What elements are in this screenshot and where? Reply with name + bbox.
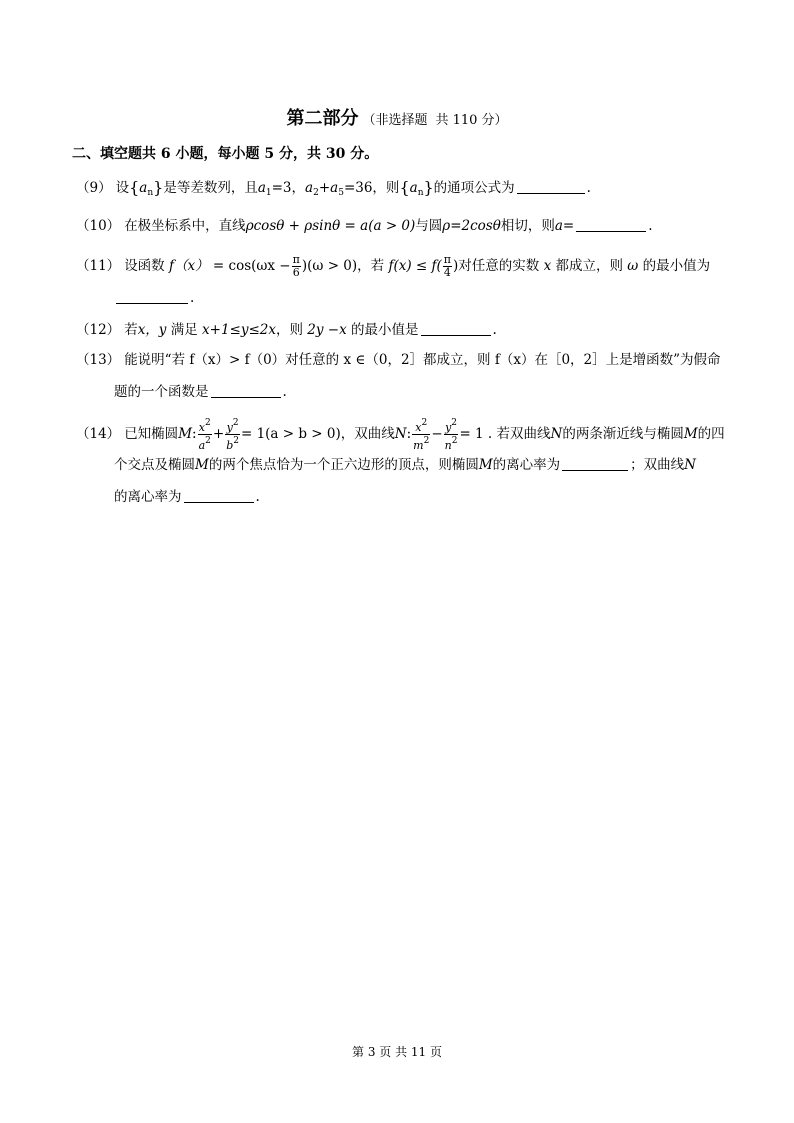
part-title-sub-b: 共 110 分） <box>435 113 508 128</box>
answer-blank-11[interactable] <box>116 289 188 304</box>
answer-blank-13[interactable] <box>211 383 281 398</box>
answer-blank-10[interactable] <box>576 217 646 232</box>
answer-blank-14a[interactable] <box>562 456 628 471</box>
part-title-sub-a: （非选择题 <box>362 113 428 128</box>
answer-blank-14b[interactable] <box>184 488 254 503</box>
question-11: （11） 设函数 f（x） = cos(ωx − $\frac{\pi}{6}$ )(ω > 0)，若 f(x) ≤ f( $\frac{\pi}{4}$ )对任意的实数 x 都成立，则 ω 的最小值为 <box>76 253 711 279</box>
page-footer: 第 3 页 共 11 页 <box>352 1045 442 1059</box>
question-13: （13） 能说明“若 f（x）> f（0）对任意的 x ∈（0，2］都成立，则 f（x）在［0，2］上是增函数”为假命 <box>76 352 721 368</box>
question-11-cont: . <box>114 288 194 308</box>
question-9: （9） 设$\{a_n\}$是等差数列，且$a_1=3$，$a_2+a_5=36$，则$\{a_n\}$的通项公式为 . <box>76 178 591 198</box>
part-title <box>0 104 794 130</box>
section-heading: 二、填空题共 6 小题，每小题 5 分，共 30 分。 <box>72 146 379 162</box>
part-title-main: 第二部分 <box>286 108 359 129</box>
answer-blank-12[interactable] <box>421 321 491 336</box>
question-12: （12） 若x，y 满足 x+1≤y≤2x，则 2y −x 的最小值是 . <box>76 322 497 338</box>
question-14: （14） 已知椭圆M: $\frac{x^2}{a^2}$ + $\frac{y^2}{b^2}$ = 1(a > b > 0)，双曲线N: $\frac{x^2}{m^2}$ − $\frac{y^2}{n^2}$ = 1 . 若双曲线N的两条渐近线与椭圆M的四 <box>76 418 725 452</box>
question-14-cont-2: 的离心率为 . <box>114 489 260 505</box>
answer-blank-9[interactable] <box>517 179 585 194</box>
question-10: （10） 在极坐标系中，直线ρcosθ + ρsinθ = a(a > 0)与圆ρ=2cosθ相切，则a= . <box>76 218 653 234</box>
question-13-cont: 题的一个函数是 . <box>114 384 287 400</box>
question-14-cont-1: 个交点及椭圆M的两个焦点恰为一个正六边形的顶点，则椭圆M的离心率为 ；双曲线N <box>114 457 696 473</box>
